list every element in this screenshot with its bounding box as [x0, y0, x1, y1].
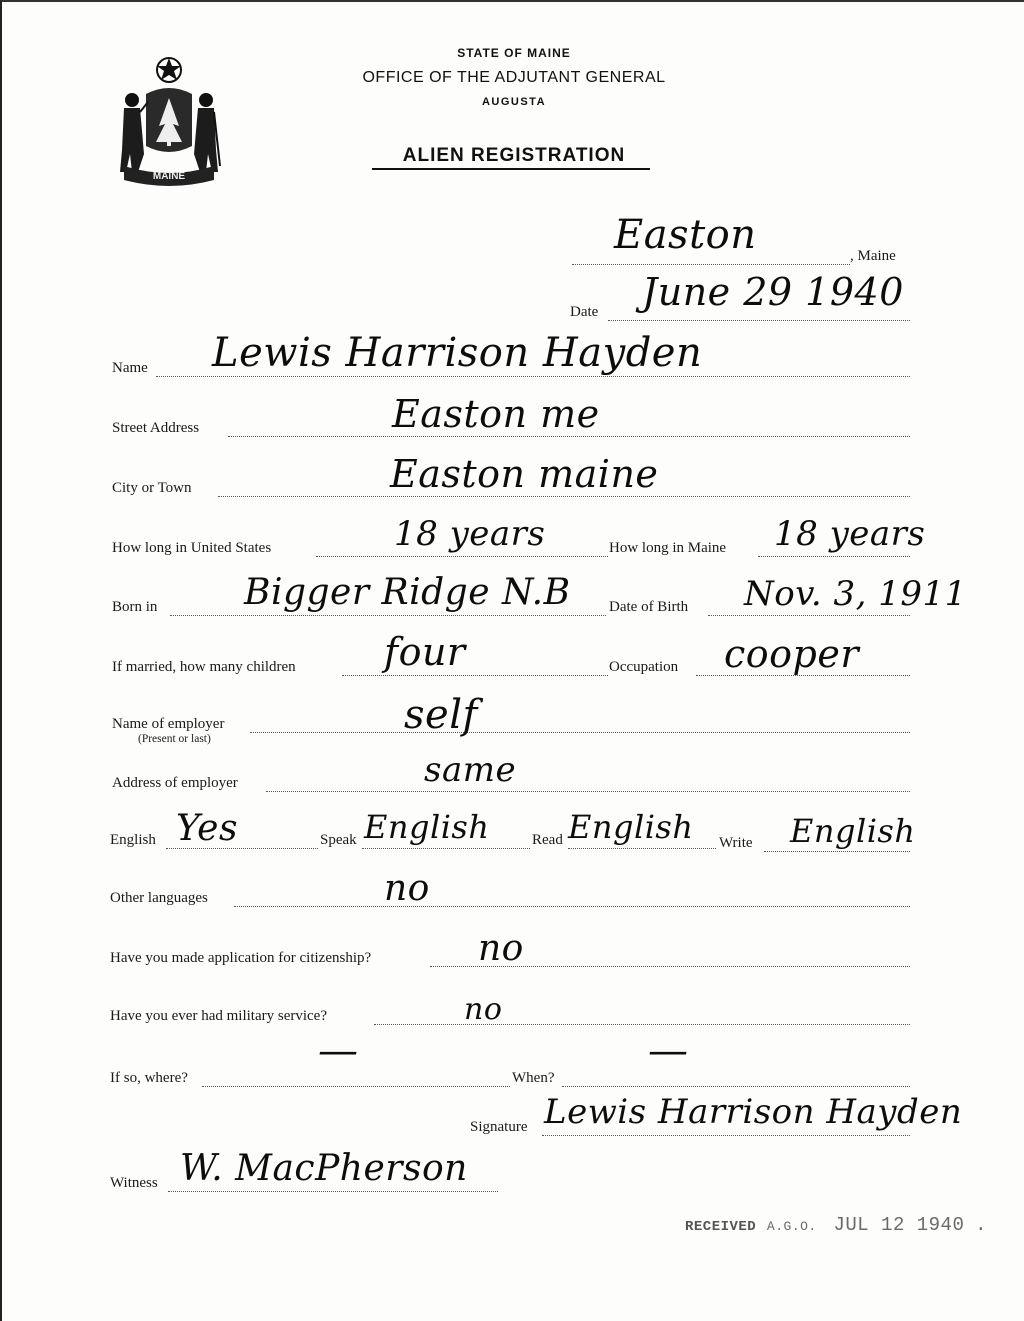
when-value: — [648, 1028, 689, 1074]
how-long-maine-line [758, 556, 910, 557]
city-or-town-label: City or Town [112, 480, 192, 496]
english-value: Yes [176, 808, 238, 849]
name-label: Name [112, 360, 148, 376]
city-or-town-value: Easton maine [390, 452, 659, 496]
place-line [572, 264, 850, 265]
how-long-maine-value: 18 years [774, 514, 926, 554]
children-label: If married, how many children [112, 659, 296, 675]
write-label: Write [719, 835, 753, 851]
street-address-value: Easton me [392, 392, 600, 436]
children-line [342, 675, 608, 676]
born-in-line [170, 615, 606, 616]
office-heading: OFFICE OF THE ADJUTANT GENERAL [362, 69, 666, 86]
date-line [608, 320, 910, 321]
speak-value: English [364, 808, 490, 846]
military-label: Have you ever had military service? [110, 1008, 327, 1024]
children-value: four [384, 630, 466, 674]
witness-label: Witness [110, 1175, 158, 1191]
military-value: no [464, 992, 503, 1027]
how-long-us-value: 18 years [394, 514, 546, 554]
employer-address-label: Address of employer [112, 775, 238, 791]
signature-label: Signature [470, 1119, 528, 1135]
date-label: Date [570, 304, 599, 320]
witness-value: W. MacPherson [180, 1148, 468, 1189]
city-heading: AUGUSTA [481, 96, 547, 108]
how-long-maine-label: How long in Maine [609, 540, 727, 556]
date-of-birth-line [708, 615, 910, 616]
title-underline [372, 168, 650, 170]
employer-name-label: Name of employer [112, 716, 225, 732]
place-label: , Maine [850, 248, 896, 264]
seal-banner-text: MAINE [152, 171, 186, 182]
english-label: English [110, 832, 156, 848]
signature-value: Lewis Harrison Hayden [544, 1092, 963, 1132]
how-long-us-label: How long in United States [112, 540, 272, 556]
stamp-office-text: A.G.O. [766, 1219, 817, 1234]
speak-label: Speak [320, 832, 357, 848]
name-value: Lewis Harrison Hayden [212, 330, 703, 376]
stamp-date-text: JUL 12 1940 [833, 1214, 965, 1236]
speak-line [362, 848, 530, 849]
other-languages-value: no [384, 868, 430, 909]
date-of-birth-value: Nov. 3, 1911 [744, 574, 967, 614]
stamp-received-text: RECEIVED [685, 1219, 757, 1235]
other-languages-line [234, 906, 910, 907]
read-label: Read [532, 832, 563, 848]
born-in-value: Bigger Ridge N.B [244, 572, 571, 613]
write-value: English [790, 812, 916, 850]
born-in-label: Born in [112, 599, 158, 615]
form-title: ALIEN REGISTRATION [402, 145, 626, 166]
state-heading: STATE OF MAINE [457, 46, 571, 60]
occupation-label: Occupation [609, 659, 679, 675]
write-line [764, 851, 910, 852]
if-so-where-value: — [318, 1028, 359, 1074]
employer-address-value: same [424, 750, 517, 790]
received-stamp: RECEIVED A.G.O. JUL 12 1940 . [685, 1214, 987, 1236]
witness-line [168, 1191, 498, 1192]
military-line [374, 1024, 910, 1025]
employer-name-sublabel: (Present or last) [138, 733, 211, 745]
citizenship-label: Have you made application for citizenship? [110, 950, 372, 966]
read-line [568, 848, 716, 849]
read-value: English [568, 808, 694, 846]
if-so-where-label: If so, where? [110, 1070, 188, 1086]
how-long-us-line [316, 556, 608, 557]
date-value: June 29 1940 [642, 270, 904, 314]
street-address-line [228, 436, 910, 437]
date-of-birth-label: Date of Birth [609, 599, 689, 615]
name-line [156, 376, 910, 377]
occupation-value: cooper [724, 632, 860, 676]
when-label: When? [512, 1070, 555, 1086]
signature-line [542, 1135, 910, 1136]
city-or-town-line [218, 496, 910, 497]
other-languages-label: Other languages [110, 890, 208, 906]
employer-name-line [250, 732, 910, 733]
citizenship-value: no [478, 928, 524, 969]
when-line [562, 1086, 910, 1087]
employer-address-line [266, 791, 910, 792]
employer-name-value: self [404, 692, 478, 738]
place-value: Easton [614, 212, 757, 258]
street-address-label: Street Address [112, 420, 200, 436]
if-so-where-line [202, 1086, 510, 1087]
